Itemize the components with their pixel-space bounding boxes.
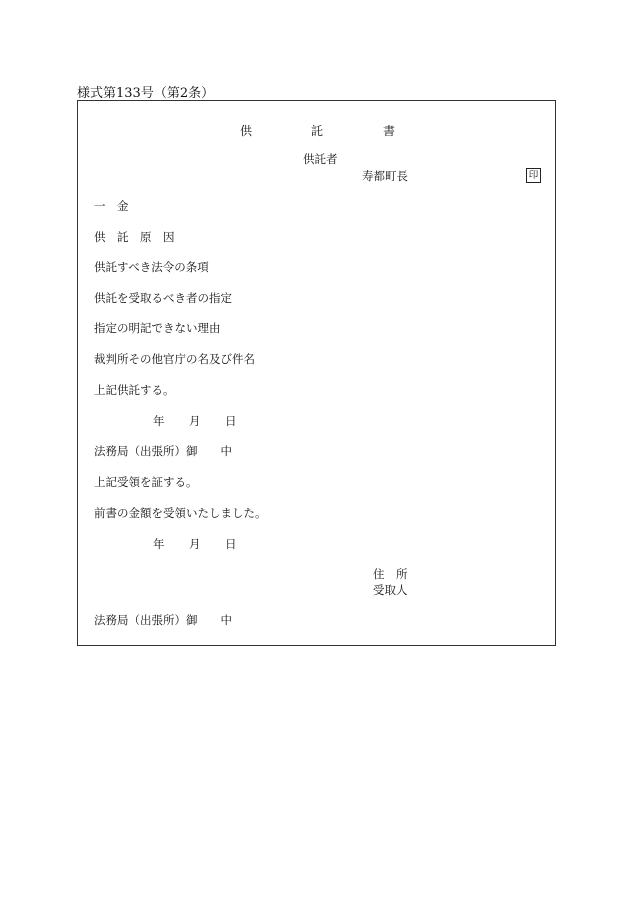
date-month-1: 月 <box>189 414 201 428</box>
date-year-2: 年 <box>153 537 165 551</box>
recipient-label: 供託を受取るべき者の指定 <box>94 291 232 305</box>
depositor-label: 供託者 <box>303 152 338 166</box>
court-label: 裁判所その他官庁の名及び件名 <box>94 352 255 366</box>
seal-mark: 印 <box>526 168 541 183</box>
receipt-statement: 前書の金額を受領いたしました。 <box>94 506 267 520</box>
title-char-1: 供 <box>240 124 253 138</box>
address-label: 住 所 <box>373 567 408 581</box>
receipt-certification: 上記受領を証する。 <box>94 475 198 489</box>
date-year-1: 年 <box>153 414 165 428</box>
reason-label: 指定の明記できない理由 <box>94 321 221 335</box>
deposit-statement: 上記供託する。 <box>94 383 175 397</box>
date-day-1: 日 <box>225 414 237 428</box>
statute-label: 供託すべき法令の条項 <box>94 260 209 274</box>
amount-label: 一 金 <box>94 199 129 213</box>
bureau-addressee-1: 法務局（出張所）御 中 <box>94 444 232 458</box>
receiver-label: 受取人 <box>373 583 408 597</box>
title-char-2: 託 <box>311 124 324 138</box>
form-number: 様式第133号（第2条） <box>77 86 215 101</box>
title-char-3: 書 <box>383 124 396 138</box>
cause-label: 供 託 原 因 <box>94 230 175 244</box>
bureau-addressee-2: 法務局（出張所）御 中 <box>94 613 232 627</box>
date-month-2: 月 <box>189 537 201 551</box>
depositor-name: 寿都町長 <box>362 169 408 183</box>
date-day-2: 日 <box>225 537 237 551</box>
form-border <box>77 100 556 646</box>
